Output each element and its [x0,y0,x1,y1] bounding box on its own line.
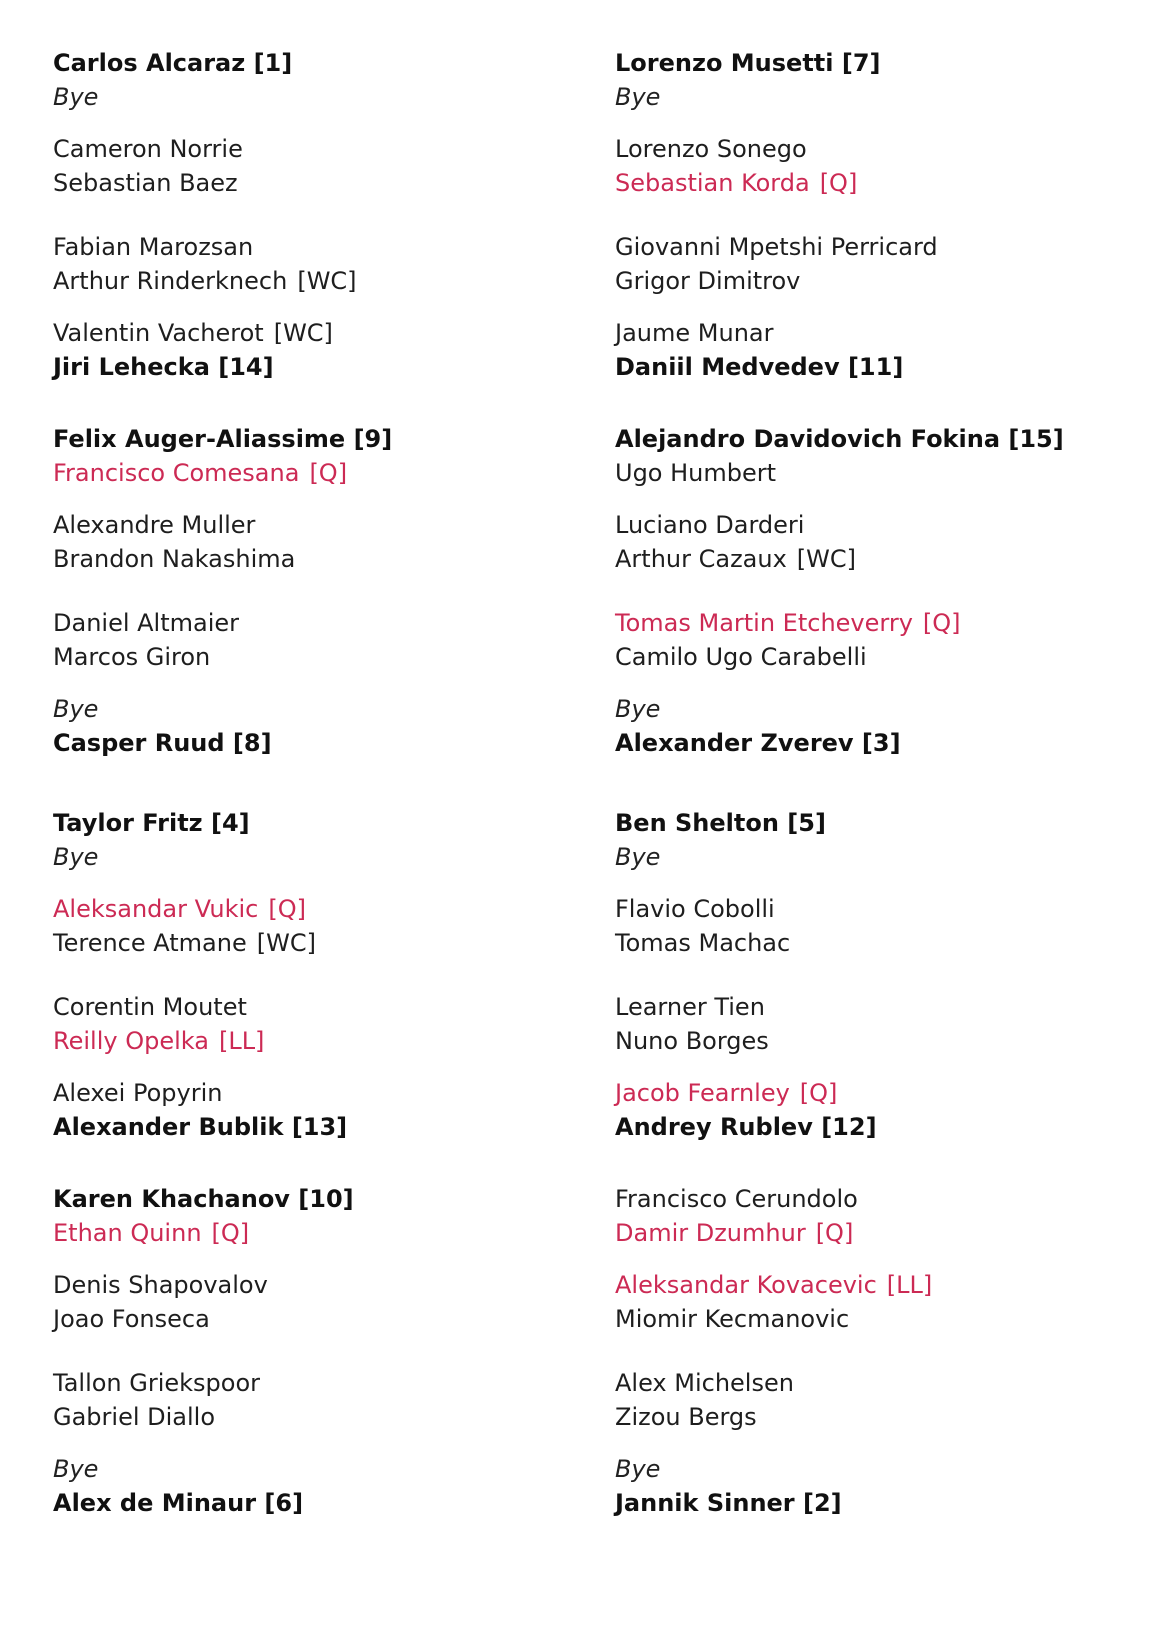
player-arthur-rinderknech [53,264,357,298]
player-name: Ugo Humbert [615,459,777,487]
player-alex-michelsen [615,1366,794,1400]
player-arthur-cazaux [615,542,856,576]
player-name: Aleksandar Kovacevic [615,1271,877,1299]
player-tomas-machac [615,926,790,960]
entry-tag: [Q] [922,609,961,637]
bye-slot [53,1452,98,1486]
player-name: Sebastian Korda [615,169,810,197]
player-aleksandar-kovacevic [615,1268,932,1302]
player-joao-fonseca [53,1302,210,1336]
player-name: Bye [615,843,661,871]
entry-tag: [Q] [268,895,306,923]
player-giovanni-mpetshi-perricard [615,230,938,264]
player-learner-tien [615,990,765,1024]
player-marcos-giron [53,640,210,674]
player-jiri-lehecka [53,350,274,384]
player-name: Jannik Sinner [2] [615,1489,842,1517]
player-tomas-martin-etcheverry [615,606,961,640]
player-name: Tomas Martin Etcheverry [615,609,913,637]
player-name: Learner Tien [615,993,765,1021]
player-miomir-kecmanovic [615,1302,849,1336]
player-andrey-rublev [615,1110,877,1144]
player-name: Bye [53,843,99,871]
player-name: Terence Atmane [53,929,247,957]
bye-slot [615,80,660,114]
player-name: Jiri Lehecka [14] [53,353,274,381]
player-grigor-dimitrov [615,264,800,298]
player-terence-atmane [53,926,316,960]
player-brandon-nakashima [53,542,295,576]
player-gabriel-diallo [53,1400,215,1434]
player-name: Bye [53,83,99,111]
bye-slot [615,840,660,874]
player-name: Casper Ruud [8] [53,729,272,757]
player-francisco-cerundolo [615,1182,858,1216]
player-casper-ruud [53,726,272,760]
player-name: Tomas Machac [615,929,791,957]
player-jannik-sinner [615,1486,842,1520]
player-name: Grigor Dimitrov [615,267,801,295]
player-name: Bye [615,83,661,111]
player-name: Alejandro Davidovich Fokina [15] [615,425,1064,453]
player-name: Tallon Griekspoor [53,1369,261,1397]
player-name: Lorenzo Sonego [615,135,807,163]
player-name: Fabian Marozsan [53,233,254,261]
player-name: Alexandre Muller [53,511,256,539]
player-camilo-ugo-carabelli [615,640,867,674]
player-name: Taylor Fritz [4] [53,809,250,837]
player-name: Gabriel Diallo [53,1403,216,1431]
player-alejandro-davidovich-fokina [615,422,1064,456]
player-name: Brandon Nakashima [53,545,296,573]
player-valentin-vacherot [53,316,333,350]
player-damir-dzumhur [615,1216,853,1250]
player-ugo-humbert [615,456,776,490]
player-felix-auger-aliassime [53,422,392,456]
player-cameron-norrie [53,132,243,166]
player-zizou-bergs [615,1400,757,1434]
entry-tag: [WC] [256,929,316,957]
player-corentin-moutet [53,990,247,1024]
player-name: Giovanni Mpetshi Perricard [615,233,938,261]
player-name: Bye [53,1455,99,1483]
draw-column-right [615,0,1155,1633]
player-name: Sebastian Baez [53,169,238,197]
player-karen-khachanov [53,1182,354,1216]
player-alexander-bublik [53,1110,347,1144]
player-name: Alexander Bublik [13] [53,1113,348,1141]
player-name: Lorenzo Musetti [7] [615,49,881,77]
entry-tag: [LL] [218,1027,265,1055]
player-jaume-munar [615,316,773,350]
player-flavio-cobolli [615,892,775,926]
player-name: Francisco Cerundolo [615,1185,858,1213]
player-name: Jacob Fearnley [615,1079,790,1107]
player-name: Francisco Comesana [53,459,300,487]
player-alexandre-muller [53,508,255,542]
player-daniel-altmaier [53,606,239,640]
player-tallon-griekspoor [53,1366,260,1400]
player-name: Flavio Cobolli [615,895,775,923]
player-name: Arthur Cazaux [615,545,787,573]
bye-slot [53,692,98,726]
player-luciano-darderi [615,508,804,542]
player-jacob-fearnley [615,1076,837,1110]
player-lorenzo-musetti [615,46,881,80]
entry-tag: [LL] [886,1271,933,1299]
draw-column-left [53,0,593,1633]
player-name: Corentin Moutet [53,993,247,1021]
player-name: Bye [615,695,661,723]
player-name: Luciano Darderi [615,511,805,539]
player-name: Damir Dzumhur [615,1219,806,1247]
player-name: Nuno Borges [615,1027,769,1055]
player-carlos-alcaraz [53,46,292,80]
player-name: Bye [53,695,99,723]
entry-tag: [WC] [297,267,357,295]
player-name: Ben Shelton [5] [615,809,826,837]
player-sebastian-korda [615,166,857,200]
entry-tag: [Q] [819,169,858,197]
player-name: Jaume Munar [615,319,774,347]
player-name: Miomir Kecmanovic [615,1305,850,1333]
player-name: Alex Michelsen [615,1369,794,1397]
entry-tag: [WC] [273,319,333,347]
bye-slot [53,840,98,874]
player-lorenzo-sonego [615,132,807,166]
player-francisco-comesana [53,456,347,490]
player-alexei-popyrin [53,1076,222,1110]
player-name: Valentin Vacherot [53,319,264,347]
player-name: Cameron Norrie [53,135,243,163]
player-name: Zizou Bergs [615,1403,757,1431]
player-ben-shelton [615,806,826,840]
player-taylor-fritz [53,806,250,840]
player-daniil-medvedev [615,350,903,384]
bye-slot [615,692,660,726]
player-name: Arthur Rinderknech [53,267,288,295]
player-alexander-zverev [615,726,901,760]
player-name: Alex de Minaur [6] [53,1489,304,1517]
player-name: Alexei Popyrin [53,1079,223,1107]
player-denis-shapovalov [53,1268,268,1302]
player-sebastian-baez [53,166,238,200]
player-nuno-borges [615,1024,769,1058]
player-name: Daniel Altmaier [53,609,240,637]
player-name: Bye [615,1455,661,1483]
entry-tag: [Q] [815,1219,854,1247]
player-alex-de-minaur [53,1486,303,1520]
player-aleksandar-vukic [53,892,306,926]
player-name: Ethan Quinn [53,1219,202,1247]
player-name: Karen Khachanov [10] [53,1185,354,1213]
player-name: Reilly Opelka [53,1027,209,1055]
bye-slot [53,80,98,114]
bye-slot [615,1452,660,1486]
player-name: Alexander Zverev [3] [615,729,901,757]
player-name: Daniil Medvedev [11] [615,353,904,381]
player-name: Andrey Rublev [12] [615,1113,877,1141]
player-name: Aleksandar Vukic [53,895,259,923]
player-name: Denis Shapovalov [53,1271,268,1299]
player-fabian-marozsan [53,230,253,264]
player-name: Marcos Giron [53,643,211,671]
player-ethan-quinn [53,1216,249,1250]
entry-tag: [Q] [211,1219,250,1247]
player-name: Felix Auger-Aliassime [9] [53,425,393,453]
entry-tag: [Q] [799,1079,838,1107]
entry-tag: [WC] [796,545,857,573]
entry-tag: [Q] [309,459,348,487]
player-reilly-opelka [53,1024,264,1058]
player-name: Joao Fonseca [53,1305,210,1333]
player-name: Carlos Alcaraz [1] [53,49,293,77]
player-name: Camilo Ugo Carabelli [615,643,867,671]
